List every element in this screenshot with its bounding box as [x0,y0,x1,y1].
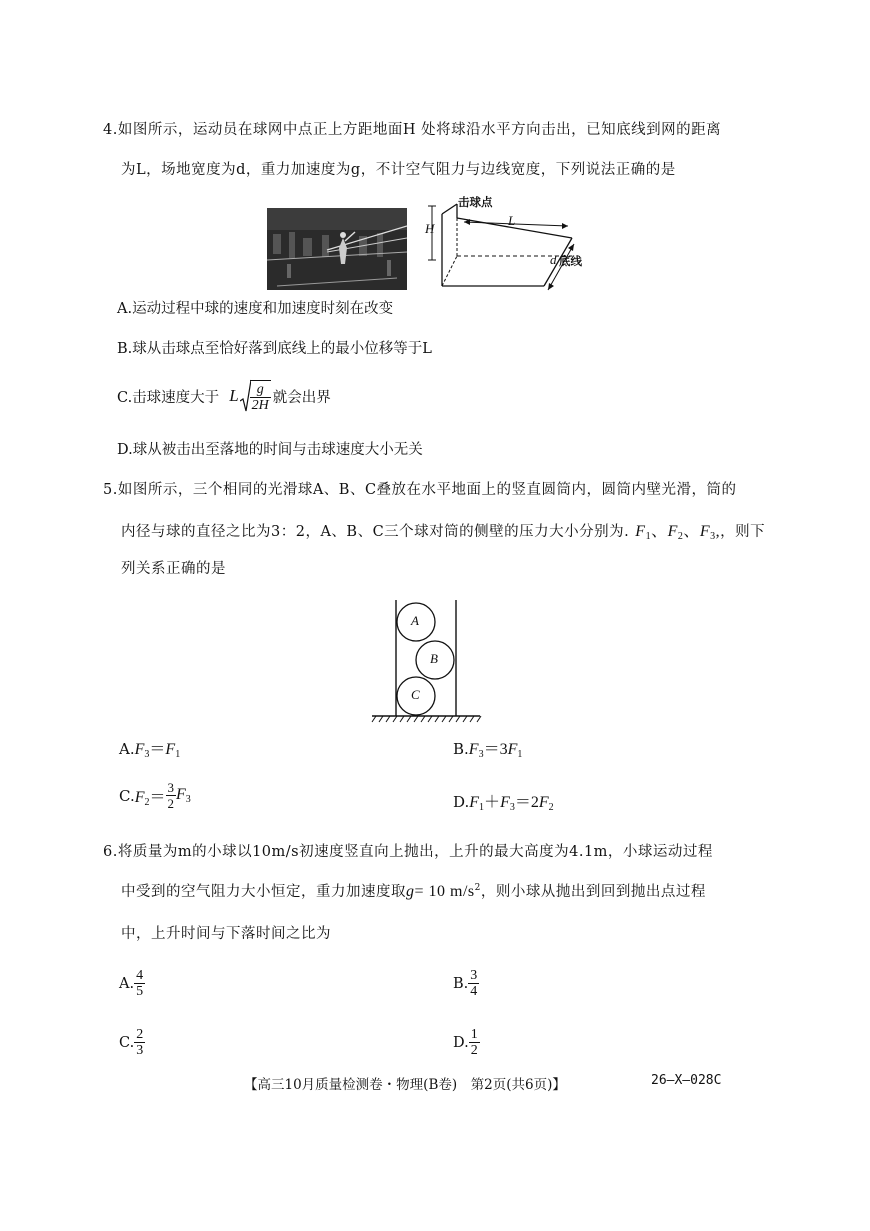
q5-line2-suffix: ，则下 [720,524,766,540]
footer-code: 26—X—028C [651,1073,722,1088]
q4-option-a: A.运动过程中球的速度和加速度时刻在改变 [117,301,394,317]
frac-den: 5 [136,984,144,999]
q4-option-d: D.球从被击出至落地的时间与击球速度大小无关 [117,442,423,458]
q6-option-a-label: A. [119,975,135,992]
q6-option-b-label: B. [453,975,469,992]
q5-option-a-label: A. [119,740,135,758]
footer-title: 【高三10月质量检测卷・物理(B卷) 第2页(共6页)】 [244,1077,566,1093]
frac-den: 4 [470,984,478,999]
ball-b-label: B [430,651,438,666]
q6-option-a-fraction [134,968,145,999]
court-diagram [424,196,600,292]
q6-option-b [453,968,479,999]
q5-forces: $F_1$、$F_2$、$F_3$, [635,523,721,542]
q6-option-c [119,1027,145,1058]
q6-option-a [119,968,145,999]
q6-line2-prefix: 中受到的空气阻力大小恒定，重力加速度取 [121,884,406,900]
tennis-photo [267,208,407,290]
q4-stem-line1: 4.如图所示，运动员在球网中点正上方距地面H 处将球沿水平方向击出，已知底线到网的距离 [103,122,722,138]
frac-num: 3 [470,968,478,983]
frac-num-g: g [250,382,271,398]
q5-option-b: $B.F_3=3F_1$ [453,740,523,760]
frac-den-2H: 2H [251,397,269,413]
ball-a-label: A [411,613,419,628]
q4-option-c-L: L [229,386,239,405]
q4-stem-line2: 为L，场地宽度为d，重力加速度为g，不计空气阻力与边线宽度，下列说法正确的是 [121,162,676,178]
frac-3-2: $\frac{3}{2}$ [167,780,175,811]
q6-stem-line2: 中受到的空气阻力大小恒定，重力加速度取g= 10 $m/s^2$，则小球从抛出到回到抛出点过程 [121,883,706,900]
q5-stem-line2 [121,518,765,542]
label-H: H [425,221,435,236]
q5-option-c-label: C. [119,786,135,805]
frac-den: 3 [136,1043,144,1058]
q5-option-c: C. $F_2=$ $\frac{3}{2}$ $F_3$ [119,780,191,811]
q6-stem-line3: 中，上升时间与下落时间之比为 [121,926,331,942]
label-baseline: 底线 [559,254,582,268]
q6-option-d [453,1027,480,1058]
q5-option-a: $A.F_3=F_1$ [119,740,181,760]
q5-line2-prefix: 内径与球的直径之比为3：2，A、B、C三个球对筒的侧壁的压力大小分别为. [121,524,630,540]
q6-option-d-fraction [469,1027,480,1058]
label-hit-point: 击球点 [458,195,493,209]
q5-option-d: $D.F_1+F_3=2F_2$ [453,793,554,813]
label-L: L [508,213,516,228]
q5-stem-line1: 5.如图所示，三个相同的光滑球A、B、C叠放在水平地面上的竖直圆筒内，圆筒内壁光滑，筒的 [103,482,737,498]
cylinder-diagram [370,598,482,724]
frac-num: 1 [470,1027,478,1042]
q6-line2-suffix: ，则小球从抛出到回到抛出点过程 [480,884,706,900]
q6-option-b-fraction [468,968,479,999]
q6-gravity-value: = 10 m/s [414,883,475,900]
q4-option-c [117,378,331,414]
ball-c-label: C [411,687,420,702]
q6-option-c-label: C. [119,1034,135,1051]
q4-option-c-prefix: C.击球速度大于 [117,389,220,406]
q6-option-d-label: D. [453,1034,469,1051]
frac-num: 2 [136,1027,144,1042]
frac-den: 2 [470,1043,478,1058]
q5-stem-line3: 列关系正确的是 [121,561,226,577]
label-d: d [550,252,557,267]
q4-option-b: B.球从击球点至恰好落到底线上的最小位移等于L [117,341,432,357]
q4-option-c-suffix: 就会出界 [272,389,331,406]
frac-num: 4 [136,968,144,983]
q6-stem-line1: 6.将质量为m的小球以10m/s初速度竖直向上抛出，上升的最大高度为4.1m，小球运动过程 [103,844,713,860]
q4-option-c-fraction [250,380,271,413]
q5-option-b-label: B. [453,740,469,758]
q6-option-c-fraction [134,1027,145,1058]
q5-option-d-label: D. [453,793,470,811]
